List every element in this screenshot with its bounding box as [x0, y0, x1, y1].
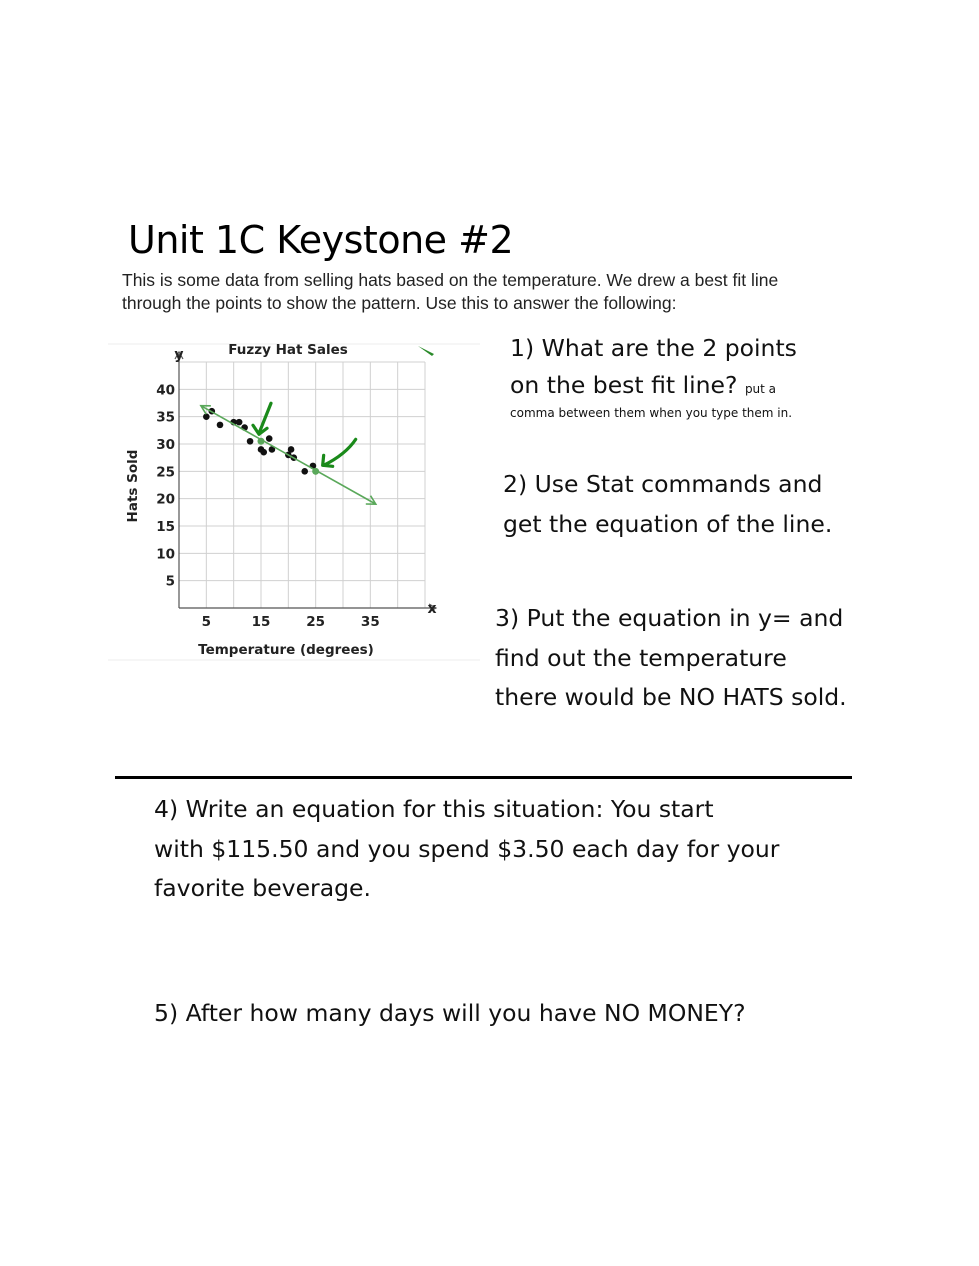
q3-line3: there would be NO HATS sold. — [495, 683, 847, 711]
q2-line2: get the equation of the line. — [503, 509, 833, 538]
data-point — [247, 438, 254, 445]
green-mark-corner — [418, 346, 434, 356]
q4-line1: 4) Write an equation for this situation: You start — [154, 795, 714, 823]
y-tick-label: 25 — [156, 464, 175, 481]
q3-line2: find out the temperature — [495, 643, 787, 672]
question-2 — [503, 465, 832, 544]
x-tick-label: 35 — [360, 614, 380, 630]
chart-annotations — [253, 403, 356, 466]
y-tick-label: 5 — [165, 573, 175, 590]
scatter-chart — [108, 340, 480, 664]
chart-ticks — [156, 382, 380, 630]
x-axis-label: Temperature (degrees) — [198, 642, 374, 658]
q2-line1: 2) Use Stat commands and — [503, 470, 823, 498]
q1-note-inline: put a — [744, 382, 777, 396]
check-arrow — [324, 439, 356, 465]
data-point — [260, 449, 267, 456]
chart-grid — [179, 362, 425, 608]
y-tick-label: 20 — [156, 491, 175, 508]
q4-line3: favorite beverage. — [154, 874, 371, 902]
data-point — [217, 422, 224, 429]
q4-line2: with $115.50 and you spend $3.50 each day for your — [154, 834, 780, 863]
y-tick-label: 40 — [156, 382, 175, 399]
x-tick-label: 15 — [251, 614, 271, 630]
data-point — [203, 413, 210, 420]
data-point — [236, 419, 243, 426]
intro-text: This is some data from selling hats based on the temperature. We drew a best fit line through the points to show the pattern. Use this to answer the following: — [122, 270, 779, 313]
fit-marked-point — [312, 468, 319, 475]
chart-title: Fuzzy Hat Sales — [228, 342, 348, 358]
question-1 — [510, 330, 797, 408]
question-3 — [495, 599, 847, 718]
y-tick-label: 35 — [156, 409, 175, 426]
data-point — [266, 435, 273, 442]
chart-svg — [108, 340, 480, 664]
fit-marked-point — [258, 438, 265, 445]
q1-line1: 1) What are the 2 points — [510, 334, 797, 362]
y-tick-label: 30 — [156, 437, 175, 453]
y-axis-label: Hats Sold — [125, 449, 141, 523]
question-5 — [154, 994, 746, 1034]
y-axis-letter: y — [174, 347, 184, 363]
page-title: Unit 1C Keystone #2 — [128, 218, 514, 262]
y-tick-label: 15 — [156, 519, 175, 535]
x-tick-label: 5 — [201, 614, 212, 630]
q3-line1: 3) Put the equation in y= and — [495, 604, 844, 632]
section-divider — [115, 776, 852, 779]
data-point — [301, 468, 308, 475]
q1-line2: on the best fit line? — [510, 371, 738, 399]
question-4 — [154, 790, 779, 909]
q1-note: comma between them when you type them in. — [510, 406, 793, 420]
data-point — [288, 446, 295, 453]
chart-axes — [175, 352, 436, 612]
y-tick-label: 10 — [156, 546, 175, 563]
q1-line2-row — [510, 367, 797, 408]
q5-line1: 5) After how many days will you have NO MONEY? — [154, 999, 746, 1027]
x-tick-label: 25 — [306, 614, 326, 630]
x-axis-letter: x — [427, 601, 437, 617]
